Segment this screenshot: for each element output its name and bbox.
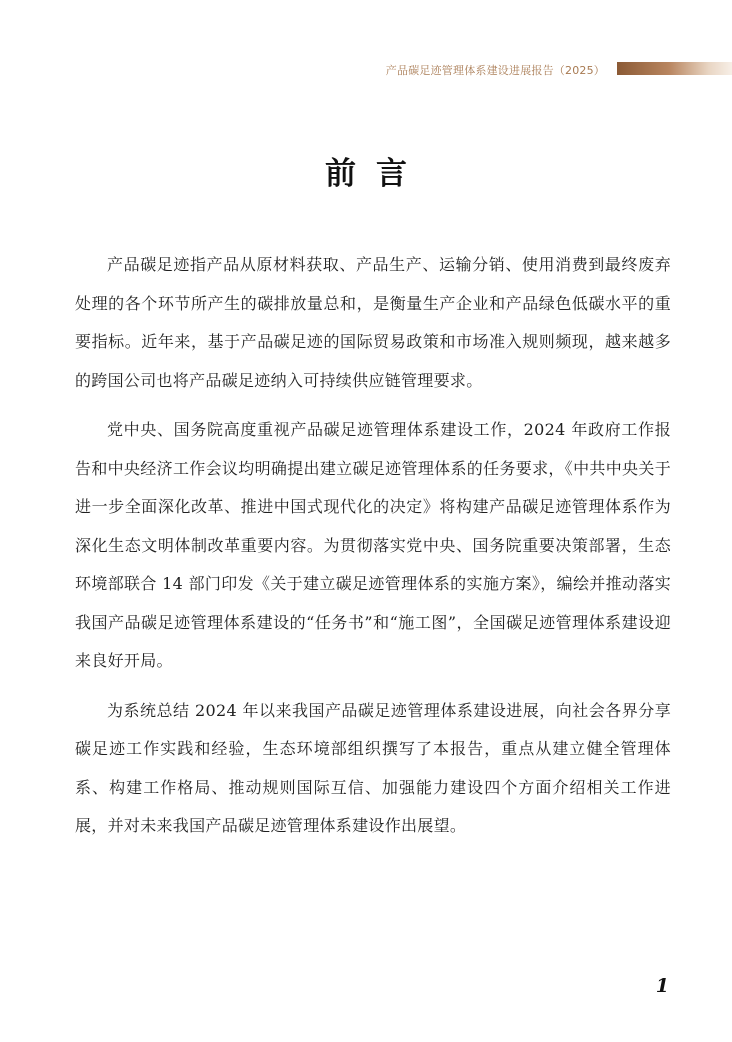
header-title: 产品碳足迹管理体系建设进展报告（2025） xyxy=(385,64,605,77)
header-decoration-bar xyxy=(617,62,732,75)
paragraph-3: 为系统总结 2024 年以来我国产品碳足迹管理体系建设进展，向社会各界分享碳足迹工作实践和经验，生态环境部组织撰写了本报告，重点从建立健全管理体系、构建工作格局、推动规则国际互信、加强能力建设四个方面介绍相关工作进展，并对未来我国产品碳足迹管理体系建设作出展望。 xyxy=(75,700,671,835)
page-number: 1 xyxy=(655,975,669,997)
page-title: 前言 xyxy=(325,156,427,192)
paragraph-2: 党中央、国务院高度重视产品碳足迹管理体系建设工作，2024 年政府工作报告和中央经济工作会议均明确提出建立碳足迹管理体系的任务要求，《中共中央关于进一步全面深化改革、推进中国式现代化的决定》将构建产品碳足迹管理体系作为深化生态文明体制改革重要内容。为贯彻落实党中央、国务院重要决策部署，生态环境部联合 14 部门印发《关于建立碳足迹管理体系的实施方案》，编绘并推动落实我国产品碳足迹管理体系建设的“任务书”和“施工图”，全国碳足迹管理体系建设迎来良好开局。 xyxy=(75,420,671,670)
body-text xyxy=(75,246,671,857)
running-header xyxy=(0,60,732,80)
paragraph-1: 产品碳足迹指产品从原材料获取、产品生产、运输分销、使用消费到最终废弃处理的各个环节所产生的碳排放量总和，是衡量生产企业和产品绿色低碳水平的重要指标。近年来，基于产品碳足迹的国际贸易政策和市场准入规则频现，越来越多的跨国公司也将产品碳足迹纳入可持续供应链管理要求。 xyxy=(75,255,671,390)
